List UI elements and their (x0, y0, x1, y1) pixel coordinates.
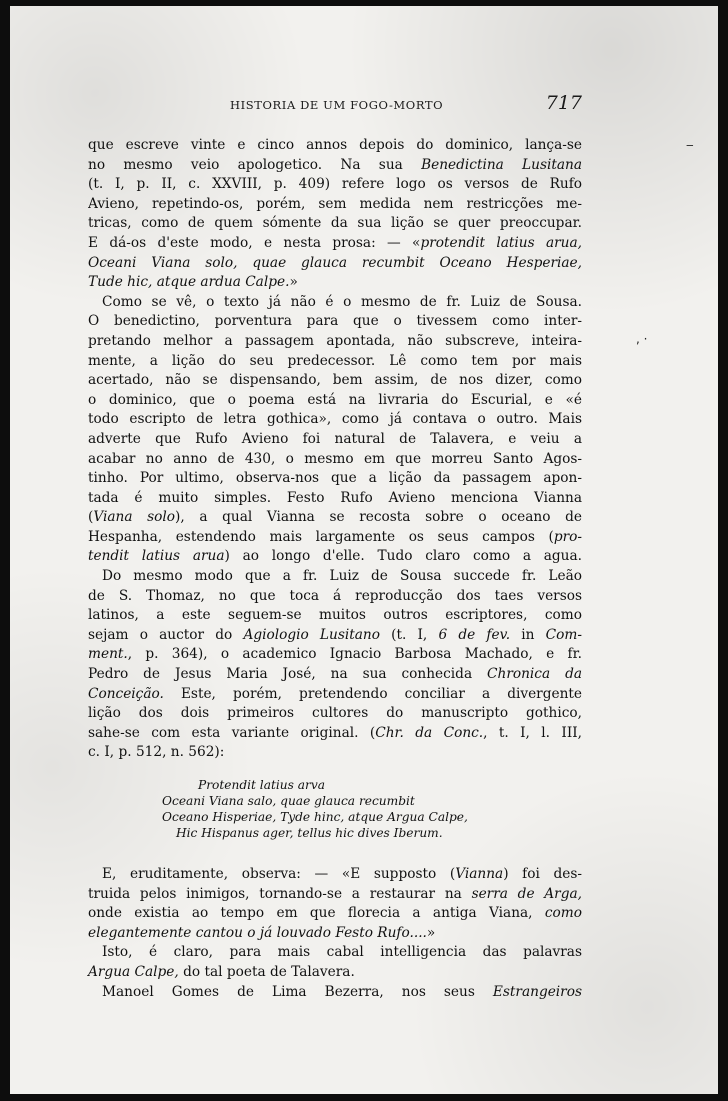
margin-mark: , · (636, 332, 648, 346)
text-line: (t. I, p. II, c. XXVIII, p. 409) refere logo os versos de Rufo (88, 176, 582, 193)
book-page (10, 6, 718, 1094)
paragraph-6 (88, 983, 582, 1003)
paragraph-2 (88, 293, 582, 567)
text-line: c. I, p. 512, n. 562): (88, 744, 225, 761)
text-line: Do mesmo modo que a fr. Luiz de Sousa succede fr. Leão (102, 568, 582, 585)
text-line: onde existia ao tempo em que florecia a antiga Viana, como (88, 905, 582, 922)
text-line: E dá-os d'este modo, e nesta prosa: — «protendit latius arua, (88, 234, 582, 251)
paragraph-4 (88, 865, 582, 943)
verse-line: Hic Hispanus ager, tellus hic dives Iberum. (176, 826, 443, 840)
text-line: o dominico, que o poema está na livraria do Escurial, e «é (88, 391, 582, 408)
text-line: sahe-se com esta variante original. (Chr. da Conc., t. I, l. III, (88, 724, 582, 741)
text-line: E, eruditamente, observa: — «E supposto (Vianna) foi des- (102, 866, 582, 882)
running-head: HISTORIA DE UM FOGO-MORTO (230, 98, 444, 112)
verse-line: Protendit latius arva (198, 778, 325, 792)
text-line: no mesmo veio apologetico. Na sua Benedictina Lusitana (88, 156, 582, 173)
page-body (88, 136, 582, 1002)
margin-mark: ‒ (686, 138, 694, 152)
text-line: Hespanha, estendendo mais largamente os seus campos (pro- (88, 528, 582, 545)
paragraph-1 (88, 136, 582, 293)
text-line: (Viana solo), a qual Vianna se recosta sobre o oceano de (88, 509, 582, 526)
text-line: O benedictino, porventura para que o tivessem como inter- (88, 313, 582, 330)
text-line: tinho. Por ultimo, observa-nos que a lição da passagem apon- (88, 470, 582, 487)
text-line: de S. Thomaz, no que toca á reproducção dos taes versos (88, 587, 582, 604)
text-line: acabar no anno de 430, o mesmo em que morreu Santo Agos- (88, 450, 582, 467)
text-line: Oceani Viana solo, quae glauca recumbit Oceano Hesperiae, (88, 254, 582, 271)
text-line: Como se vê, o texto já não é o mesmo de fr. Luiz de Sousa. (102, 293, 582, 310)
text-line: Isto, é claro, para mais cabal intelligencia das palavras (102, 944, 582, 961)
text-line: tricas, como de quem sómente da sua lição se quer preoccupar. (88, 215, 582, 232)
text-line: truida pelos inimigos, tornando-se a restaurar na serra de Arga, (88, 885, 582, 902)
text-line: acertado, não se dispensando, bem assim, de nos dizer, como (88, 372, 582, 389)
text-line: mente, a lição do seu predecessor. Lê como tem por mais (88, 352, 582, 369)
paragraph-5 (88, 943, 582, 982)
page-number: 717 (545, 92, 582, 114)
text-line: Pedro de Jesus Maria José, na sua conhecida Chronica da (88, 666, 582, 683)
verse-line: Oceani Viana salo, quae glauca recumbit (162, 794, 415, 808)
text-line: que escreve vinte e cinco annos depois do dominico, lança-se (88, 137, 582, 153)
text-line: adverte que Rufo Avieno foi natural de Talavera, e veiu a (88, 430, 582, 447)
text-line: sejam o auctor do Agiologio Lusitano (t. I, 6 de fev. in Com- (88, 626, 582, 643)
text-line: Argua Calpe, do tal poeta de Talavera. (88, 963, 355, 980)
verse-line: Oceano Hisperiae, Tyde hinc, atque Argua Calpe, (162, 810, 468, 824)
text-line: todo escripto de letra gothica», como já contava o outro. Mais (88, 411, 582, 428)
text-line: ment., p. 364), o academico Ignacio Barbosa Machado, e fr. (88, 646, 582, 663)
text-line: tada é muito simples. Festo Rufo Avieno menciona Vianna (88, 489, 582, 506)
text-line: latinos, a este seguem-se muitos outros escriptores, como (88, 607, 582, 624)
text-line: lição dos dois primeiros cultores do manuscripto gothico, (88, 705, 582, 722)
paragraph-3 (88, 567, 582, 763)
text-line: Conceição. Este, porém, pretendendo conciliar a divergente (88, 685, 582, 702)
text-line: pretando melhor a passagem apontada, não subscreve, inteira- (88, 332, 582, 349)
page-header (88, 94, 582, 120)
text-line: elegantemente cantou o já louvado Festo Rufo....» (88, 924, 436, 941)
text-line: Tude hic, atque ardua Calpe.» (88, 274, 298, 291)
verse-quotation (88, 777, 582, 841)
text-line: tendit latius arua) ao longo d'elle. Tudo claro como a agua. (88, 548, 582, 565)
text-line: Manoel Gomes de Lima Bezerra, nos seus Estrangeiros (102, 983, 582, 1000)
text-line: Avieno, repetindo-os, porém, sem medida nem restricções me- (88, 195, 582, 212)
